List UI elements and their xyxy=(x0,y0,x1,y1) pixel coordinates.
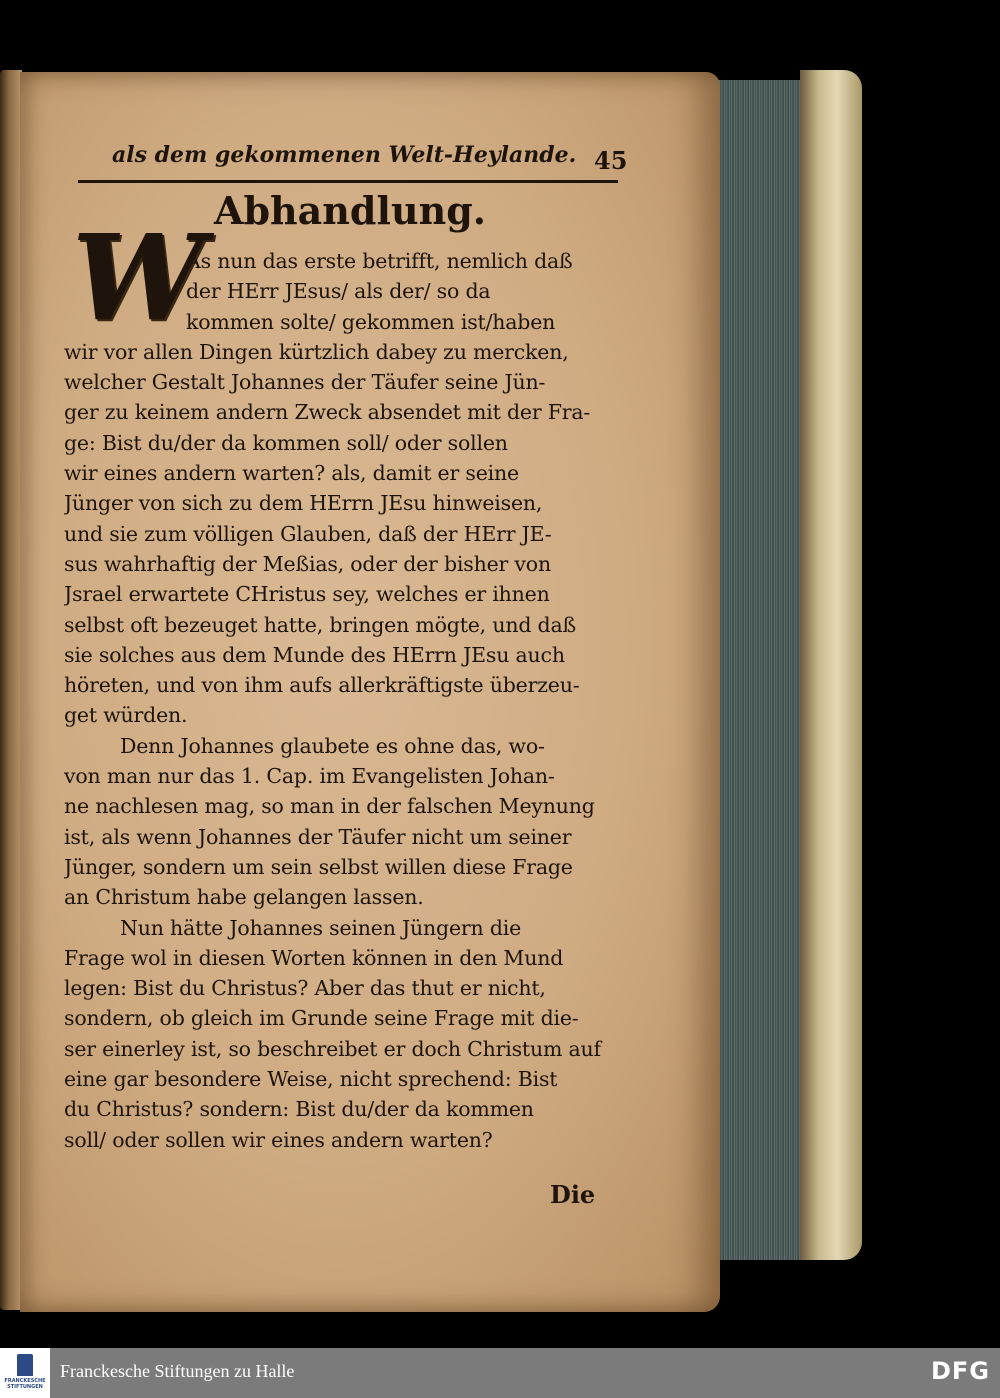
text-line: sie solches aus dem Munde des HErrn JEsu auch xyxy=(64,642,565,667)
text-line: As nun das erste betrifft, nemlich daß xyxy=(186,249,573,273)
footer-bar xyxy=(0,1348,1000,1398)
body-text xyxy=(64,246,624,1155)
text-line: Denn Johannes glaubete es ohne das, wo- xyxy=(120,733,545,758)
text-line: Frage wol in diesen Worten können in den Mund xyxy=(64,945,564,970)
text-line: eine gar besondere Weise, nicht sprechend: Bist xyxy=(64,1067,558,1092)
catchword: Die xyxy=(550,1180,596,1209)
text-line: und sie zum völligen Glauben, daß der HErr JE- xyxy=(64,521,552,546)
text-line: ne nachlesen mag, so man in der falschen Meynung xyxy=(64,794,595,819)
text-line: ge: Bist du/der da kommen soll/ oder sollen xyxy=(64,430,508,455)
text-line: Jsrael erwartete CHristus sey, welches er ihnen xyxy=(64,582,550,607)
text-line: selbst oft bezeuget hatte, bringen mögte, und daß xyxy=(64,612,576,637)
text-line: wir vor allen Dingen kürtzlich dabey zu mercken, xyxy=(64,339,569,364)
page-number: 45 xyxy=(594,146,628,175)
left-page-edge xyxy=(0,70,22,1310)
header-rule xyxy=(78,180,618,183)
running-head: als dem gekommenen Welt-Heylande. xyxy=(112,142,577,168)
text-line: ser einerley ist, so beschreibet er doch Christum auf xyxy=(64,1036,601,1061)
text-line: von man nur das 1. Cap. im Evangelisten Johan- xyxy=(64,764,555,789)
decorated-initial: W xyxy=(72,208,205,347)
text-line: wir eines andern warten? als, damit er seine xyxy=(64,461,519,486)
section-heading: Abhandlung. xyxy=(214,188,486,233)
text-line: legen: Bist du Christus? Aber das thut er nicht, xyxy=(64,976,546,1001)
text-line: Nun hätte Johannes seinen Jüngern die xyxy=(120,915,522,940)
text-line: welcher Gestalt Johannes der Täufer seine Jün- xyxy=(64,370,546,395)
dfg-logo[interactable]: DFG xyxy=(930,1357,990,1385)
building-icon xyxy=(17,1354,33,1376)
text-line: sondern, ob gleich im Grunde seine Frage mit die- xyxy=(64,1006,579,1031)
text-line: ist, als wenn Johannes der Täufer nicht um seiner xyxy=(64,824,572,849)
text-line: ger zu keinem andern Zweck absendet mit der Fra- xyxy=(64,400,591,425)
text-line: höreten, und von ihm aufs allerkräftigste überzeu- xyxy=(64,673,580,698)
book-page xyxy=(20,72,720,1312)
text-line: Jünger von sich zu dem HErrn JEsu hinweisen, xyxy=(64,491,543,516)
logo-text: FRANCKESCHE STIFTUNGEN xyxy=(4,1378,46,1390)
book-cover-edge xyxy=(800,70,862,1260)
text-line: an Christum habe gelangen lassen. xyxy=(64,885,424,910)
text-line: der HErr JEsus/ als der/ so da xyxy=(186,279,491,304)
text-line: sus wahrhaftig der Meßias, oder der bisher von xyxy=(64,551,551,576)
text-line: Jünger, sondern um sein selbst willen diese Frage xyxy=(64,854,573,879)
text-line: get würden. xyxy=(64,703,188,728)
institution-name: Franckesche Stiftungen zu Halle xyxy=(60,1361,295,1381)
text-line: kommen solte/ gekommen ist/haben xyxy=(186,309,556,334)
institution-logo[interactable] xyxy=(0,1348,50,1398)
text-line: soll/ oder sollen wir eines andern warten? xyxy=(64,1127,493,1152)
text-line: du Christus? sondern: Bist du/der da kommen xyxy=(64,1097,534,1122)
